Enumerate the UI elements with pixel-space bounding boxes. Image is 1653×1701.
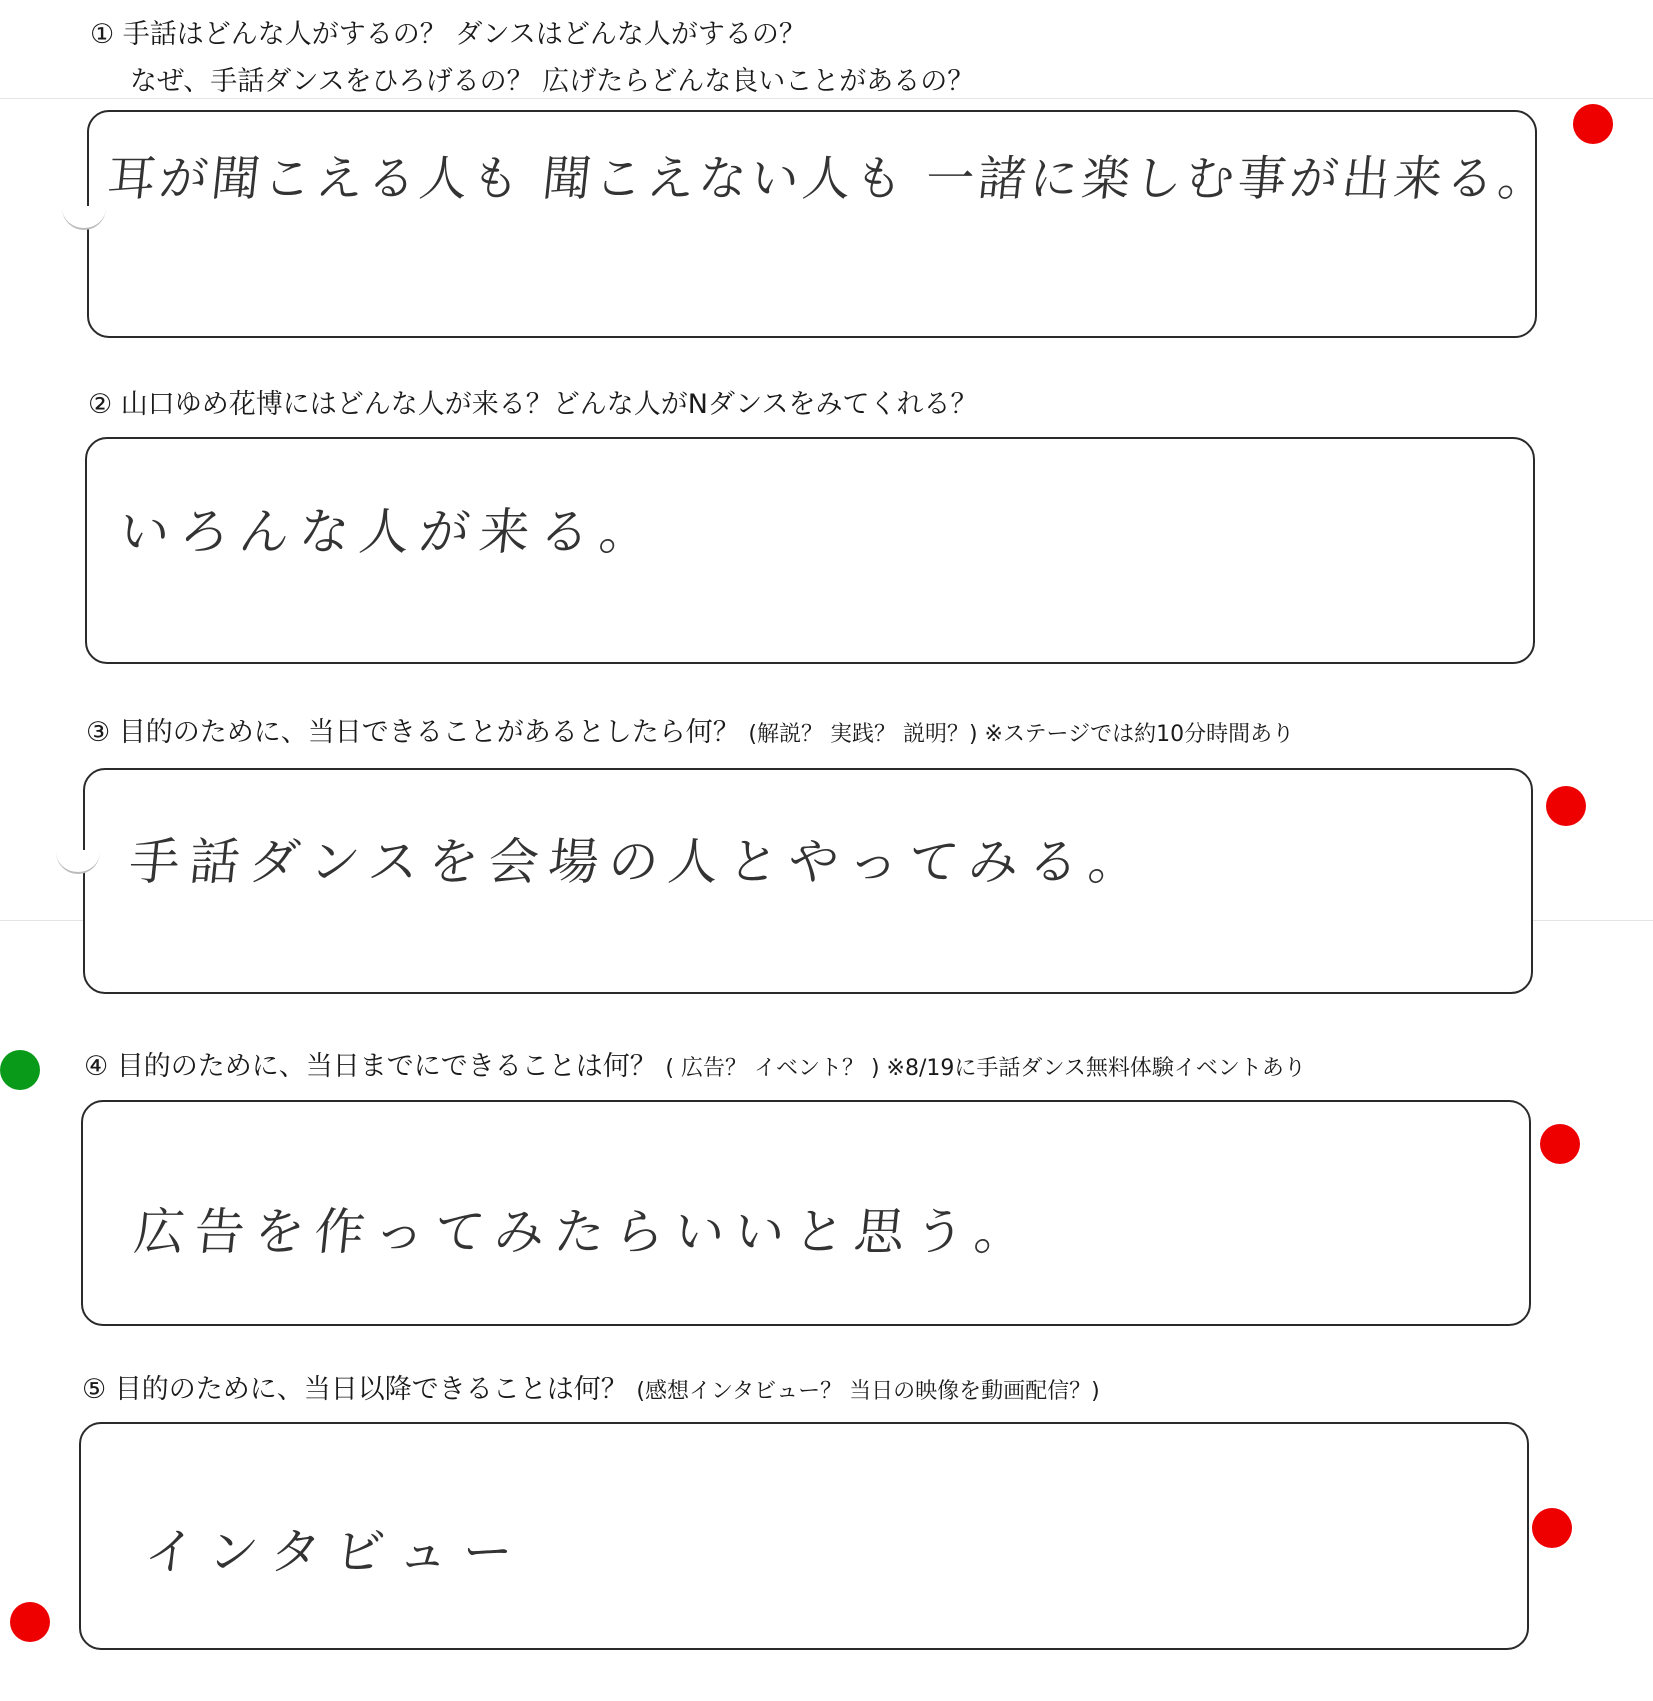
question-1-line-2: なぜ、手話ダンスをひろげるの？ 広げたらどんな良いことがあるの？ <box>130 66 975 97</box>
red-sticker-dot <box>1546 786 1586 826</box>
green-sticker-dot <box>0 1050 40 1090</box>
answer-2-handwriting: いろんな人が来る。 <box>116 503 663 561</box>
question-3-note: (解説？ 実践？ 説明？) ※ステージでは約10分時間あり <box>748 722 1295 747</box>
answer-3-handwriting: 手話ダンスを会場の人とやってみる。 <box>126 833 1152 891</box>
question-4-line-1 <box>84 1047 1306 1089</box>
red-sticker-dot <box>1540 1124 1580 1164</box>
question-3-text: ③ 目的のために、当日できることがあるとしたら何？ <box>86 717 740 748</box>
question-4-note: ( 広告？ イベント？ ) ※8/19に手話ダンス無料体験イベントあり <box>665 1056 1306 1081</box>
question-1-line-1: ① 手話はどんな人がするの？ ダンスはどんな人がするの？ <box>90 19 806 50</box>
question-5-line-1 <box>82 1370 1100 1412</box>
question-2-line-1: ② 山口ゆめ花博にはどんな人が来る？どんな人がNダンスをみてくれる？ <box>88 389 978 420</box>
question-4-text: ④ 目的のために、当日までにできることは何？ <box>84 1051 657 1082</box>
answer-5-handwriting: インタビュー <box>141 1523 530 1581</box>
red-sticker-dot <box>10 1602 50 1642</box>
question-5-note: (感想インタビュー？ 当日の映像を動画配信？) <box>636 1379 1100 1404</box>
question-5-text: ⑤ 目的のために、当日以降できることは何？ <box>82 1374 628 1405</box>
answer-4-handwriting: 広告を作ってみたらいいと思う。 <box>131 1203 1038 1261</box>
red-sticker-dot <box>1532 1508 1572 1548</box>
answer-1-handwriting: 耳が聞こえる人も 聞こえない人も 一諸に楽しむ事が出来る。 <box>104 151 1554 207</box>
red-sticker-dot <box>1573 104 1613 144</box>
question-3-line-1 <box>86 713 1294 755</box>
